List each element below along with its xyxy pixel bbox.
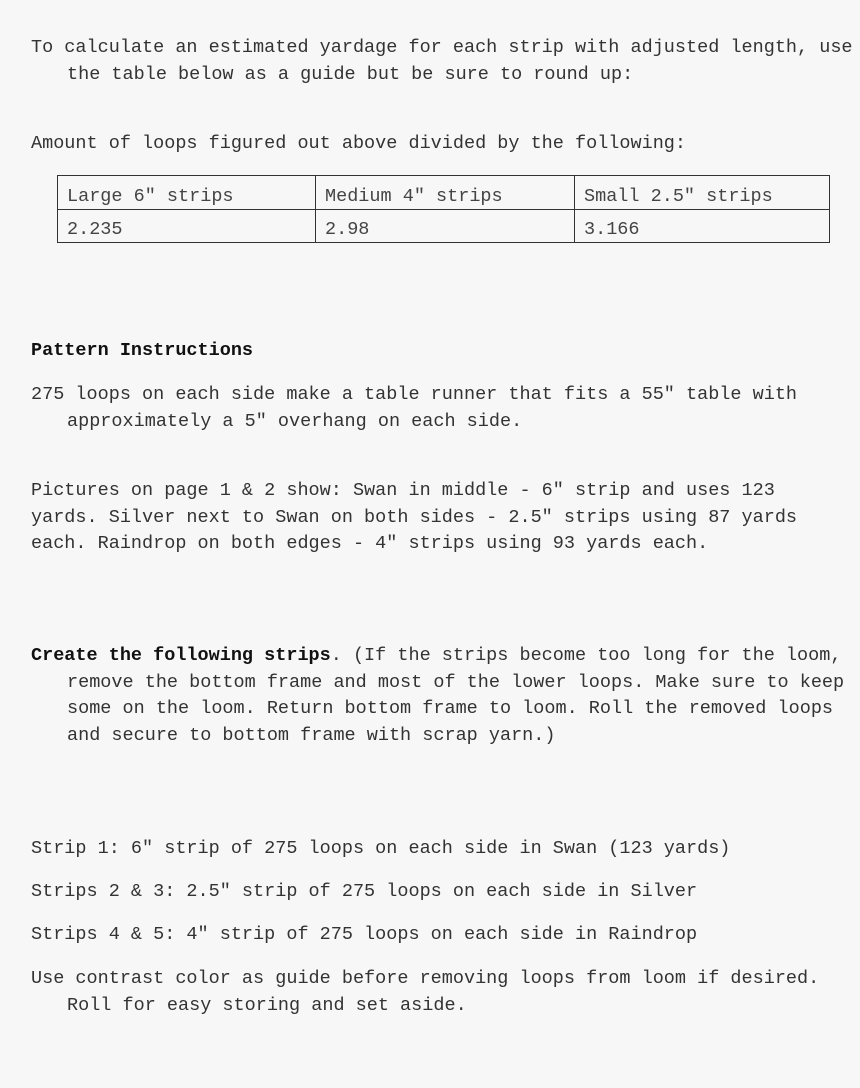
runner-size-paragraph: 275 loops on each side make a table runner that fits a 55″ table with approximately a 5″ overhang on each side.	[31, 384, 798, 432]
pictures-paragraph: Pictures on page 1 & 2 show: Swan in middle - 6″ strip and uses 123 yards. Silver next to Swan on both sides - 2.5″ strips using 87 yards each. Raindrop on both edges - 4″ strips using 93 yards each.	[31, 480, 798, 554]
section-heading: Pattern Instructions	[31, 340, 254, 361]
create-strips-note: . (If the strips become too long for the loom, remove the bottom frame and most of the lower loops. Make sure to keep some on the loom. Return bottom frame to loom. Roll the removed loops and secure to bottom frame with scrap yarn.)	[67, 645, 845, 746]
divisor-intro: Amount of loops figured out above divided by the following:	[31, 133, 687, 154]
table-cell-small: 3.166	[575, 210, 830, 243]
create-strips-paragraph	[31, 643, 860, 749]
closing-paragraph: Use contrast color as guide before removing loops from loom if desired. Roll for easy storing and set aside.	[31, 968, 820, 1016]
create-strips-lead: Create the following strips	[31, 645, 331, 666]
table-cell-medium: 2.98	[316, 210, 575, 243]
strip-item: Strip 1: 6" strip of 275 loops on each side in Swan (123 yards)	[31, 838, 731, 859]
table-header-large: Large 6″ strips	[58, 176, 316, 210]
table-header-small: Small 2.5″ strips	[575, 176, 830, 210]
yardage-divisor-table	[57, 175, 830, 243]
intro-paragraph: To calculate an estimated yardage for each strip with adjusted length, use the table below as a guide but be sure to round up:	[31, 37, 853, 85]
table-header-medium: Medium 4″ strips	[316, 176, 575, 210]
strip-item: Strips 2 & 3: 2.5" strip of 275 loops on each side in Silver	[31, 881, 698, 902]
table-row	[58, 210, 830, 243]
table-header-row	[58, 176, 830, 210]
strip-item: Strips 4 & 5: 4" strip of 275 loops on each side in Raindrop	[31, 924, 698, 945]
table-cell-large: 2.235	[58, 210, 316, 243]
